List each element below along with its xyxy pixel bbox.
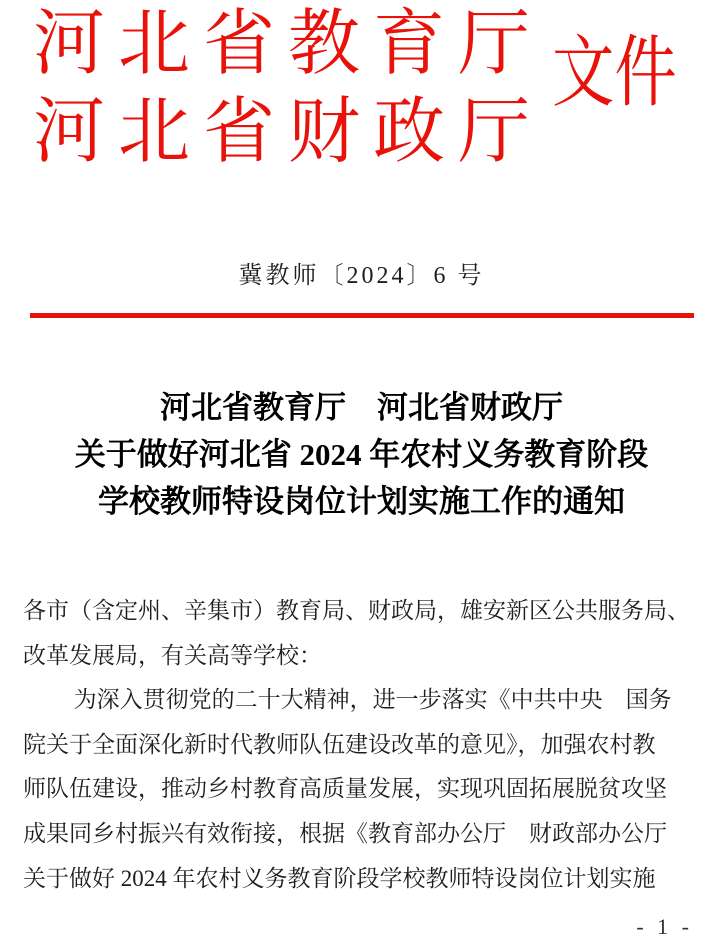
red-divider-line bbox=[30, 313, 694, 318]
letterhead-document-word: 文件 bbox=[552, 29, 677, 116]
paragraph-line: 师队伍建设，推动乡村教育高质量发展，实现巩固拓展脱贫攻坚 bbox=[23, 776, 667, 802]
paragraph-line: 成果同乡村振兴有效衔接，根据《教育部办公厅 财政部办公厅 bbox=[23, 820, 667, 846]
salutation-line: 改革发展局，有关高等学校： bbox=[23, 642, 322, 668]
title-line: 学校教师特设岗位计划实施工作的通知 bbox=[98, 484, 625, 519]
paragraph-line: 院关于全面深化新时代教师队伍建设改革的意见》，加强农村教 bbox=[23, 731, 656, 757]
title-line: 关于做好河北省 2024 年农村义务教育阶段 bbox=[74, 437, 649, 472]
document-body bbox=[23, 589, 705, 901]
letterhead bbox=[33, 0, 543, 176]
title-line: 河北省教育厅 河北省财政厅 bbox=[160, 390, 563, 425]
paragraph-line: 为深入贯彻党的二十大精神，进一步落实《中共中央 国务 bbox=[73, 687, 672, 713]
document-title bbox=[0, 384, 723, 525]
letterhead-org-line-1: 河北省教育厅 bbox=[33, 4, 544, 84]
letterhead-org-line-2: 河北省财政厅 bbox=[33, 92, 544, 172]
paragraph-line: 关于做好 2024 年农村义务教育阶段学校教师特设岗位计划实施 bbox=[23, 865, 656, 891]
page-number: - 1 - bbox=[636, 914, 693, 939]
document-number: 冀教师〔2024〕6 号 bbox=[238, 263, 485, 289]
salutation-line: 各市（含定州、辛集市）教育局、财政局，雄安新区公共服务局、 bbox=[23, 598, 690, 623]
